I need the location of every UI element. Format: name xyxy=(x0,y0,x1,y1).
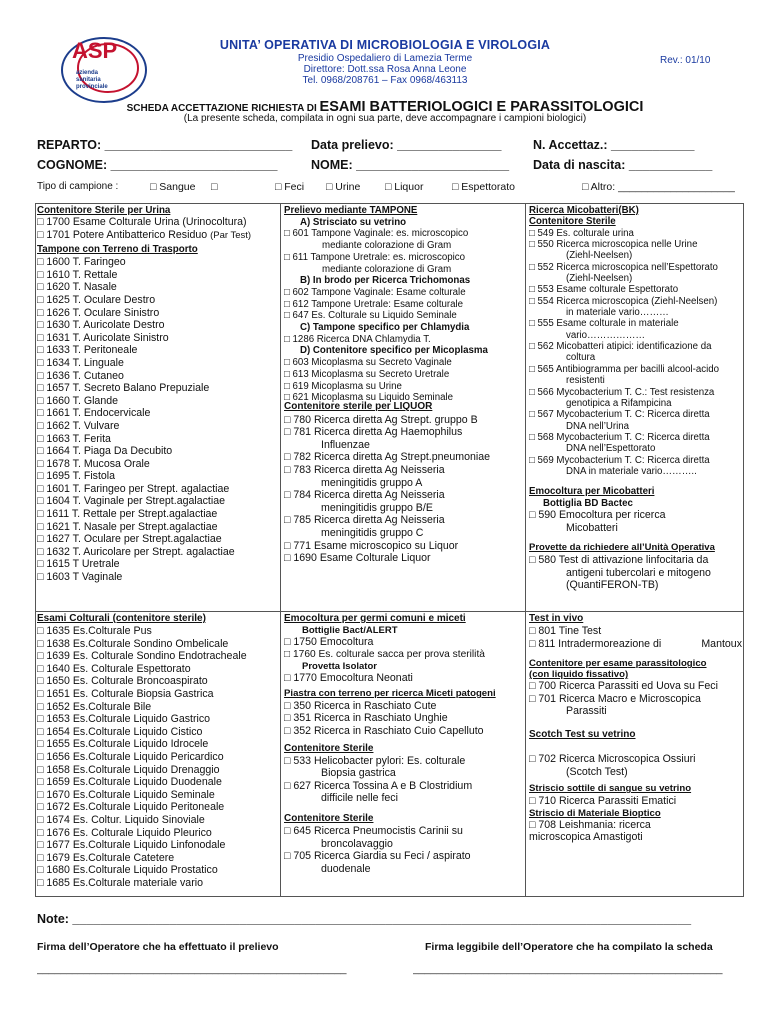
exam-item-602[interactable]: □ 602 Tampone Vaginale: Esame colturale xyxy=(284,286,466,298)
exam-item[interactable]: □ 1677 Es.Colturale Liquido Linfonodale xyxy=(37,839,226,852)
section-heading: Striscio sottile di sangue su vetrino xyxy=(529,783,692,795)
esami-colturali-list xyxy=(37,625,278,889)
exam-item[interactable]: □ 554 Ricerca microscopica (Ziehl-Neelsen) xyxy=(529,295,718,307)
section-heading: Provette da richiedere all’Unità Operativa xyxy=(529,542,715,553)
exam-item-detail: meningitidis gruppo C xyxy=(321,526,424,539)
exam-item[interactable]: □ 562 Micobatteri atipici: identificazione da xyxy=(529,341,712,353)
liquor-section xyxy=(284,401,524,565)
section-heading: Prelievo mediante TAMPONE xyxy=(284,205,418,216)
exam-item[interactable]: □ 550 Ricerca microscopica nelle Urine xyxy=(529,239,698,251)
exam-item[interactable]: □ 1656 Es.Colturale Liquido Pericardico xyxy=(37,750,224,763)
signature-label-prelievo: Firma dell’Operatore che ha effettuato il prelievo xyxy=(37,941,279,953)
exam-item-619[interactable]: □ 619 Micoplasma su Urine xyxy=(284,380,402,392)
exam-item[interactable]: □ 1638 Es.Colturale Sondino Ombelicale xyxy=(37,637,229,650)
exam-item[interactable]: □ 1631 T. Auricolate Sinistro xyxy=(37,331,169,344)
exam-item-621[interactable]: □ 621 Micoplasma su Liquido Seminale xyxy=(284,392,454,404)
tipo-liquor-checkbox[interactable]: □ Liquor xyxy=(385,181,424,193)
revision-label: Rev.: 01/10 xyxy=(660,55,711,66)
exam-item[interactable]: □ 1630 T. Auricolate Destro xyxy=(37,319,165,332)
n-accettaz-field[interactable]: N. Accettaz.: ____________ xyxy=(533,138,695,152)
exam-item-detail: difficile nelle feci xyxy=(321,792,398,805)
section-heading: Contenitore per esame parassitologico xyxy=(529,658,707,670)
exam-item[interactable]: □ 1604 T. Vaginale per Strept.agalactiae xyxy=(37,495,225,508)
exam-item[interactable]: □ 1632 T. Auricolare per Strept. agalactiae xyxy=(37,545,235,558)
exam-item-detail: mediante colorazione di Gram xyxy=(322,263,452,275)
exam-item[interactable]: □ 1633 T. Peritoneale xyxy=(37,344,138,357)
exam-item[interactable]: □ 555 Esame colturale in materiale xyxy=(529,318,679,330)
exam-item[interactable]: □ 1657 T. Secreto Balano Prepuziale xyxy=(37,382,210,395)
logo-sub-line: sanitaria xyxy=(76,77,101,83)
logo-sub-line: azienda xyxy=(76,70,99,76)
exam-item[interactable]: □ 1660 T. Glande xyxy=(37,394,119,407)
exam-item-647[interactable]: □ 647 Es. Colturale su Liquido Seminale xyxy=(284,310,457,322)
exam-item-710[interactable]: □ 710 Ricerca Parassiti Ematici xyxy=(529,795,677,808)
exam-item-781[interactable]: □ 781 Ricerca diretta Ag Haemophilus xyxy=(284,426,463,439)
test-in-vivo-section xyxy=(529,613,742,844)
exam-item[interactable]: □ 553 Esame colturale Espettorato xyxy=(529,284,679,296)
exam-item-612[interactable]: □ 612 Tampone Uretrale: Esame colturale xyxy=(284,298,464,310)
exam-item-590[interactable]: □ 590 Emocoltura per ricerca xyxy=(529,509,666,522)
tipo-feci-checkbox[interactable]: □ Feci xyxy=(275,181,305,193)
exam-item-702[interactable]: □ 702 Ricerca Microscopica Ossiuri xyxy=(529,752,696,765)
exam-item-detail: resistenti xyxy=(566,375,605,387)
exam-item-350[interactable]: □ 350 Ricerca in Raschiato Cute xyxy=(284,699,437,712)
grid-left-border xyxy=(35,203,36,896)
exam-item[interactable]: □ 1603 T Vaginale xyxy=(37,571,123,584)
section-heading: Ricerca Micobatteri(BK) xyxy=(529,205,639,216)
exam-item-detail: Biopsia gastrica xyxy=(321,767,396,780)
exam-item[interactable]: □ 1695 T. Fistola xyxy=(37,470,116,483)
exam-item[interactable]: □ 1636 T. Cutaneo xyxy=(37,369,124,382)
exam-item[interactable]: □ 1674 Es. Coltur. Liquido Sinoviale xyxy=(37,813,205,826)
exam-item[interactable]: □ 1658 Es.Colturale Liquido Drenaggio xyxy=(37,763,220,776)
exam-item-detail: (QuantiFERON-TB) xyxy=(566,579,659,592)
exam-item[interactable]: □ 1679 Es.Colturale Catetere xyxy=(37,851,175,864)
exam-item[interactable]: □ 1640 Es. Colturale Espettorato xyxy=(37,662,191,675)
tipo-campione-label: Tipo di campione : xyxy=(37,181,119,192)
cognome-field[interactable]: COGNOME: ________________________ xyxy=(37,158,278,172)
section-heading: Striscio di Materiale Bioptico xyxy=(529,807,661,819)
logo-letters: ASP xyxy=(72,38,118,63)
exam-item-detail: in materiale vario……… xyxy=(566,307,669,319)
exam-item[interactable]: □ 569 Mycobacterium T. C: Ricerca diretta xyxy=(529,454,710,466)
exam-item[interactable]: □ 1601 T. Faringeo per Strept. agalactiae xyxy=(37,482,230,495)
exam-item-detail: Micobatteri xyxy=(566,522,618,534)
grid-right-border xyxy=(743,203,744,896)
exam-item-701[interactable]: □ 701 Ricerca Macro e Microscopica xyxy=(529,692,701,705)
header-line: Direttore: Dott.ssa Rosa Anna Leone xyxy=(303,64,467,75)
exam-item[interactable]: □ 549 Es. colturale urina xyxy=(529,227,634,239)
exam-item-detail: vario……………… xyxy=(566,329,646,341)
exam-item-580[interactable]: □ 580 Test di attivazione linfocitaria da xyxy=(529,554,709,566)
logo-sub-line: provinciale xyxy=(76,84,108,90)
exam-item[interactable]: □ 1610 T. Rettale xyxy=(37,268,118,281)
exam-item-601[interactable]: □ 601 Tampone Vaginale: es. microscopico xyxy=(284,228,469,240)
exam-item-533[interactable]: □ 533 Helicobacter pylori: Es. colturale xyxy=(284,754,466,767)
exam-item[interactable]: □ 565 Antibiogramma per bacilli alcool-acido xyxy=(529,363,720,375)
exam-item[interactable]: □ 1653 Es.Colturale Liquido Gastrico xyxy=(37,713,211,726)
exam-item-detail: (Ziehl-Neelsen) xyxy=(566,250,633,262)
tampone-list xyxy=(37,256,278,583)
exam-item-785[interactable]: □ 785 Ricerca diretta Ag Neisseria xyxy=(284,514,445,527)
exam-item-611[interactable]: □ 611 Tampone Uretrale: es. microscopico xyxy=(284,251,466,263)
exam-item-811[interactable] xyxy=(529,638,742,651)
esami-colturali-section xyxy=(37,613,278,889)
exam-item-627[interactable]: □ 627 Ricerca Tossina A e B Clostridium xyxy=(284,779,473,792)
exam-item-784[interactable]: □ 784 Ricerca diretta Ag Neisseria xyxy=(284,489,445,502)
exam-item-613[interactable]: □ 613 Micoplasma su Secreto Uretrale xyxy=(284,368,450,380)
exam-item-detail: genotipica a Rifampicina xyxy=(566,397,672,409)
exam-label: □ 811 Intradermoreazione di xyxy=(529,637,662,650)
form-title-main: ESAMI BATTERIOLOGICI E PARASSITOLOGICI xyxy=(319,99,644,115)
subsection-heading: B) In brodo per Ricerca Trichomonas xyxy=(300,275,471,287)
exam-item[interactable]: □ 1611 T. Rettale per Strept.agalactiae xyxy=(37,508,218,521)
exam-item-1770[interactable]: □ 1770 Emocoltura Neonati xyxy=(284,672,413,685)
exam-item-detail: broncolavaggio xyxy=(321,837,393,850)
exam-item[interactable]: □ 1680 Es.Colturale Liquido Prostatico xyxy=(37,864,218,877)
section-heading: Piastra con terreno per ricerca Miceti patogeni xyxy=(284,687,496,699)
subsection-heading: Bottiglie Bact/ALERT xyxy=(302,625,398,636)
data-prelievo-field[interactable]: Data prelievo: _______________ xyxy=(311,138,502,152)
exam-item[interactable]: □ 568 Mycobacterium T. C: Ricerca diretta xyxy=(529,431,710,443)
exam-item[interactable]: □ 1664 T. Piaga Da Decubito xyxy=(37,445,173,458)
subsection-heading: Provetta Isolator xyxy=(302,661,377,673)
exam-item-801[interactable]: □ 801 Tine Test xyxy=(529,625,602,637)
signature-line-prelievo[interactable]: _____________________________________________________ xyxy=(37,963,347,975)
exam-item[interactable]: □ 1659 Es.Colturale Liquido Duodenale xyxy=(37,776,222,789)
section-heading: Emocoltura per germi comuni e miceti xyxy=(284,613,466,624)
grid-divider xyxy=(525,203,526,896)
exam-item[interactable]: □ 1672 Es.Colturale Liquido Peritoneale xyxy=(37,801,225,814)
tipo-espettorato-checkbox[interactable]: □ Espettorato xyxy=(452,181,515,193)
exam-item[interactable]: □ 1625 T. Oculare Destro xyxy=(37,293,156,306)
unit-title: UNITA’ OPERATIVA DI MICROBIOLOGIA E VIROLOGIA xyxy=(219,38,551,52)
urina-section xyxy=(37,205,278,584)
section-heading: Scotch Test su vetrino xyxy=(529,728,636,740)
nome-field[interactable]: NOME: ______________________ xyxy=(311,158,510,172)
exam-item-detail: coltura xyxy=(566,352,596,364)
exam-item[interactable]: □ 1634 T. Linguale xyxy=(37,356,124,369)
exam-item[interactable]: □ 1627 T. Oculare per Strept.agalactiae xyxy=(37,533,222,546)
section-heading: Contenitore Sterile xyxy=(284,742,374,754)
exam-item-detail: antigeni tubercolari e mitogeno xyxy=(566,566,711,579)
exam-item-783[interactable]: □ 783 Ricerca diretta Ag Neisseria xyxy=(284,463,445,476)
micobatteri-section xyxy=(529,205,742,477)
exam-item[interactable]: □ 1626 T. Oculare Sinistro xyxy=(37,306,160,319)
form-subtitle: (La presente scheda, compilata in ogni sua parte, deve accompagnare i campioni biologici) xyxy=(183,113,587,124)
exam-item[interactable]: □ 1600 T. Faringeo xyxy=(37,256,126,269)
exam-item[interactable]: □ 1650 Es. Colturale Broncoaspirato xyxy=(37,675,208,688)
provette-section xyxy=(529,542,742,592)
exam-item[interactable]: □ 1621 T. Nasale per Strept.agalactiae xyxy=(37,520,218,533)
section-heading: Esami Colturali (contenitore sterile) xyxy=(37,613,206,624)
exam-item[interactable]: □ 1615 T Uretrale xyxy=(37,558,120,571)
exam-item-detail: (Ziehl-Neelsen) xyxy=(566,273,633,285)
exam-item-detail: (Scotch Test) xyxy=(566,765,628,778)
signature-line-compilatore[interactable]: _____________________________________________________ xyxy=(413,963,723,975)
reparto-field[interactable]: REPARTO: ___________________________ xyxy=(37,138,293,152)
micobatteri-list xyxy=(529,228,742,478)
section-heading: Contenitore Sterile xyxy=(284,812,374,824)
exam-item-detail: DNA in materiale vario……….. xyxy=(566,465,697,477)
section-heading: Contenitore Sterile xyxy=(529,216,616,228)
exam-item-1750[interactable]: □ 1750 Emocoltura xyxy=(284,636,374,648)
tipo-sangue-checkbox[interactable]: □ Sangue xyxy=(150,181,196,193)
note-field[interactable]: Note: _________________________________________________________________________________________ xyxy=(37,912,692,926)
exam-item-782[interactable]: □ 782 Ricerca diretta Ag Strept.pneumoniae xyxy=(284,451,491,464)
exam-item-645[interactable]: □ 645 Ricerca Pneumocistis Carinii su xyxy=(284,824,463,837)
exam-item-detail: meningitidis gruppo A xyxy=(321,476,423,489)
header-line: Tel. 0968/208761 – Fax 0968/463113 xyxy=(302,75,468,86)
exam-item[interactable]: □ 1655 Es.Colturale Liquido Idrocele xyxy=(37,738,209,751)
exam-item-1701[interactable] xyxy=(37,229,278,243)
exam-item[interactable]: □ 1678 T. Mucosa Orale xyxy=(37,457,150,470)
exam-item[interactable]: □ 1654 Es.Colturale Liquido Cistico xyxy=(37,725,203,738)
exam-item-603[interactable]: □ 603 Micoplasma su Secreto Vaginale xyxy=(284,357,452,369)
exam-item[interactable]: □ 1651 Es. Colturale Biopsia Gastrica xyxy=(37,687,214,700)
exam-item-1286[interactable]: □ 1286 Ricerca DNA Chlamydia T. xyxy=(284,333,431,345)
data-nascita-field[interactable]: Data di nascita: ____________ xyxy=(533,158,713,172)
exam-item-detail: DNA nell’Urina xyxy=(566,420,629,432)
exam-item[interactable]: □ 552 Ricerca microscopica nell’Espettorato xyxy=(529,261,718,273)
section-heading: Contenitore Sterile per Urina xyxy=(37,205,171,216)
tipo-blank-checkbox[interactable]: □ xyxy=(211,181,218,193)
tipo-urine-checkbox[interactable]: □ Urine xyxy=(326,181,361,193)
exam-item[interactable]: □ 1663 T. Ferita xyxy=(37,432,111,445)
exam-label: □ 1701 Potere Antibatterico Residuo xyxy=(37,228,211,241)
subsection-heading: D) Contenitore specifico per Micoplasma xyxy=(300,345,488,357)
exam-item[interactable]: □ 1620 T. Nasale xyxy=(37,281,117,294)
exam-item[interactable]: □ 567 Mycobacterium T. C: Ricerca diretta xyxy=(529,409,710,421)
exam-item-detail: meningitidis gruppo B/E xyxy=(321,501,433,514)
exam-item-700[interactable]: □ 700 Ricerca Parassiti ed Uova su Feci xyxy=(529,680,718,693)
exam-item[interactable]: □ 1661 T. Endocervicale xyxy=(37,407,151,420)
grid-bottom-border xyxy=(35,896,744,897)
section-heading: Contenitore sterile per LIQUOR xyxy=(284,401,433,412)
grid-middle-border xyxy=(35,611,744,612)
exam-item[interactable]: □ 1635 Es.Colturale Pus xyxy=(37,625,152,637)
exam-item[interactable]: □ 1662 T. Vulvare xyxy=(37,419,120,432)
exam-item[interactable]: □ 1639 Es. Colturale Sondino Endotracheale xyxy=(37,650,247,663)
exam-item-detail: mediante colorazione di Gram xyxy=(322,240,452,252)
exam-item-705[interactable]: □ 705 Ricerca Giardia su Feci / aspirato xyxy=(284,850,471,863)
exam-item-780[interactable]: □ 780 Ricerca diretta Ag Strept. gruppo B xyxy=(284,413,478,426)
exam-item-detail: duodenale xyxy=(321,862,371,875)
exam-item[interactable]: □ 1652 Es.Colturale Bile xyxy=(37,700,152,713)
grid-divider xyxy=(280,203,281,896)
exam-item-708[interactable]: □ 708 Leishmania: ricerca xyxy=(529,818,651,831)
subsection-heading: Bottiglia BD Bactec xyxy=(543,497,633,509)
exam-item-detail: DNA nell’Espettorato xyxy=(566,443,656,455)
exam-item[interactable]: □ 1676 Es. Colturale Liquido Pleurico xyxy=(37,826,212,839)
exam-note: (Par Test) xyxy=(210,229,252,241)
subsection-heading: A) Strisciato su vetrino xyxy=(300,216,407,228)
signature-label-compilatore: Firma leggibile dell’Operatore che ha compilato la scheda xyxy=(425,941,713,953)
exam-item[interactable]: □ 566 Mycobacterium T. C.: Test resistenza xyxy=(529,386,715,398)
exam-item-1690[interactable]: □ 1690 Esame Colturale Liquor xyxy=(284,552,431,565)
grid-top-border xyxy=(35,203,744,204)
emocoltura-micobatteri-section xyxy=(529,486,742,535)
exam-item[interactable]: □ 1685 Es.Colturale materiale vario xyxy=(37,876,203,889)
exam-item-detail: microscopica Amastigoti xyxy=(529,831,643,844)
exam-item-detail: Parassiti xyxy=(566,705,607,718)
section-heading: Tampone con Terreno di Trasporto xyxy=(37,244,198,256)
exam-item-771[interactable]: □ 771 Esame microscopico su Liquor xyxy=(284,539,459,552)
section-heading: Emocoltura per Micobatteri xyxy=(529,486,655,497)
exam-item-detail: Influenzae xyxy=(321,438,370,451)
exam-item-352[interactable]: □ 352 Ricerca in Raschiato Cuio Capelluto xyxy=(284,724,484,737)
emocoltura-section xyxy=(284,613,524,875)
exam-item-1700[interactable]: □ 1700 Esame Colturale Urina (Urinocoltura) xyxy=(37,216,247,228)
exam-label: Mantoux xyxy=(701,637,742,650)
section-heading: (con liquido fissativo) xyxy=(529,669,629,681)
exam-item-351[interactable]: □ 351 Ricerca in Raschiato Unghie xyxy=(284,712,448,725)
header-line: Presidio Ospedaliero di Lamezia Terme xyxy=(297,53,473,64)
exam-item[interactable]: □ 1670 Es.Colturale Liquido Seminale xyxy=(37,788,215,801)
tampone-section xyxy=(284,205,524,404)
subsection-heading: C) Tampone specifico per Chlamydia xyxy=(300,322,470,334)
exam-item-1760[interactable]: □ 1760 Es. colturale sacca per prova sterilità xyxy=(284,648,485,660)
section-heading: Test in vivo xyxy=(529,613,584,624)
form-title-prefix: SCHEDA ACCETTAZIONE RICHIESTA DI xyxy=(126,103,320,114)
tipo-altro-checkbox[interactable]: □ Altro: ____________________ xyxy=(582,181,735,193)
